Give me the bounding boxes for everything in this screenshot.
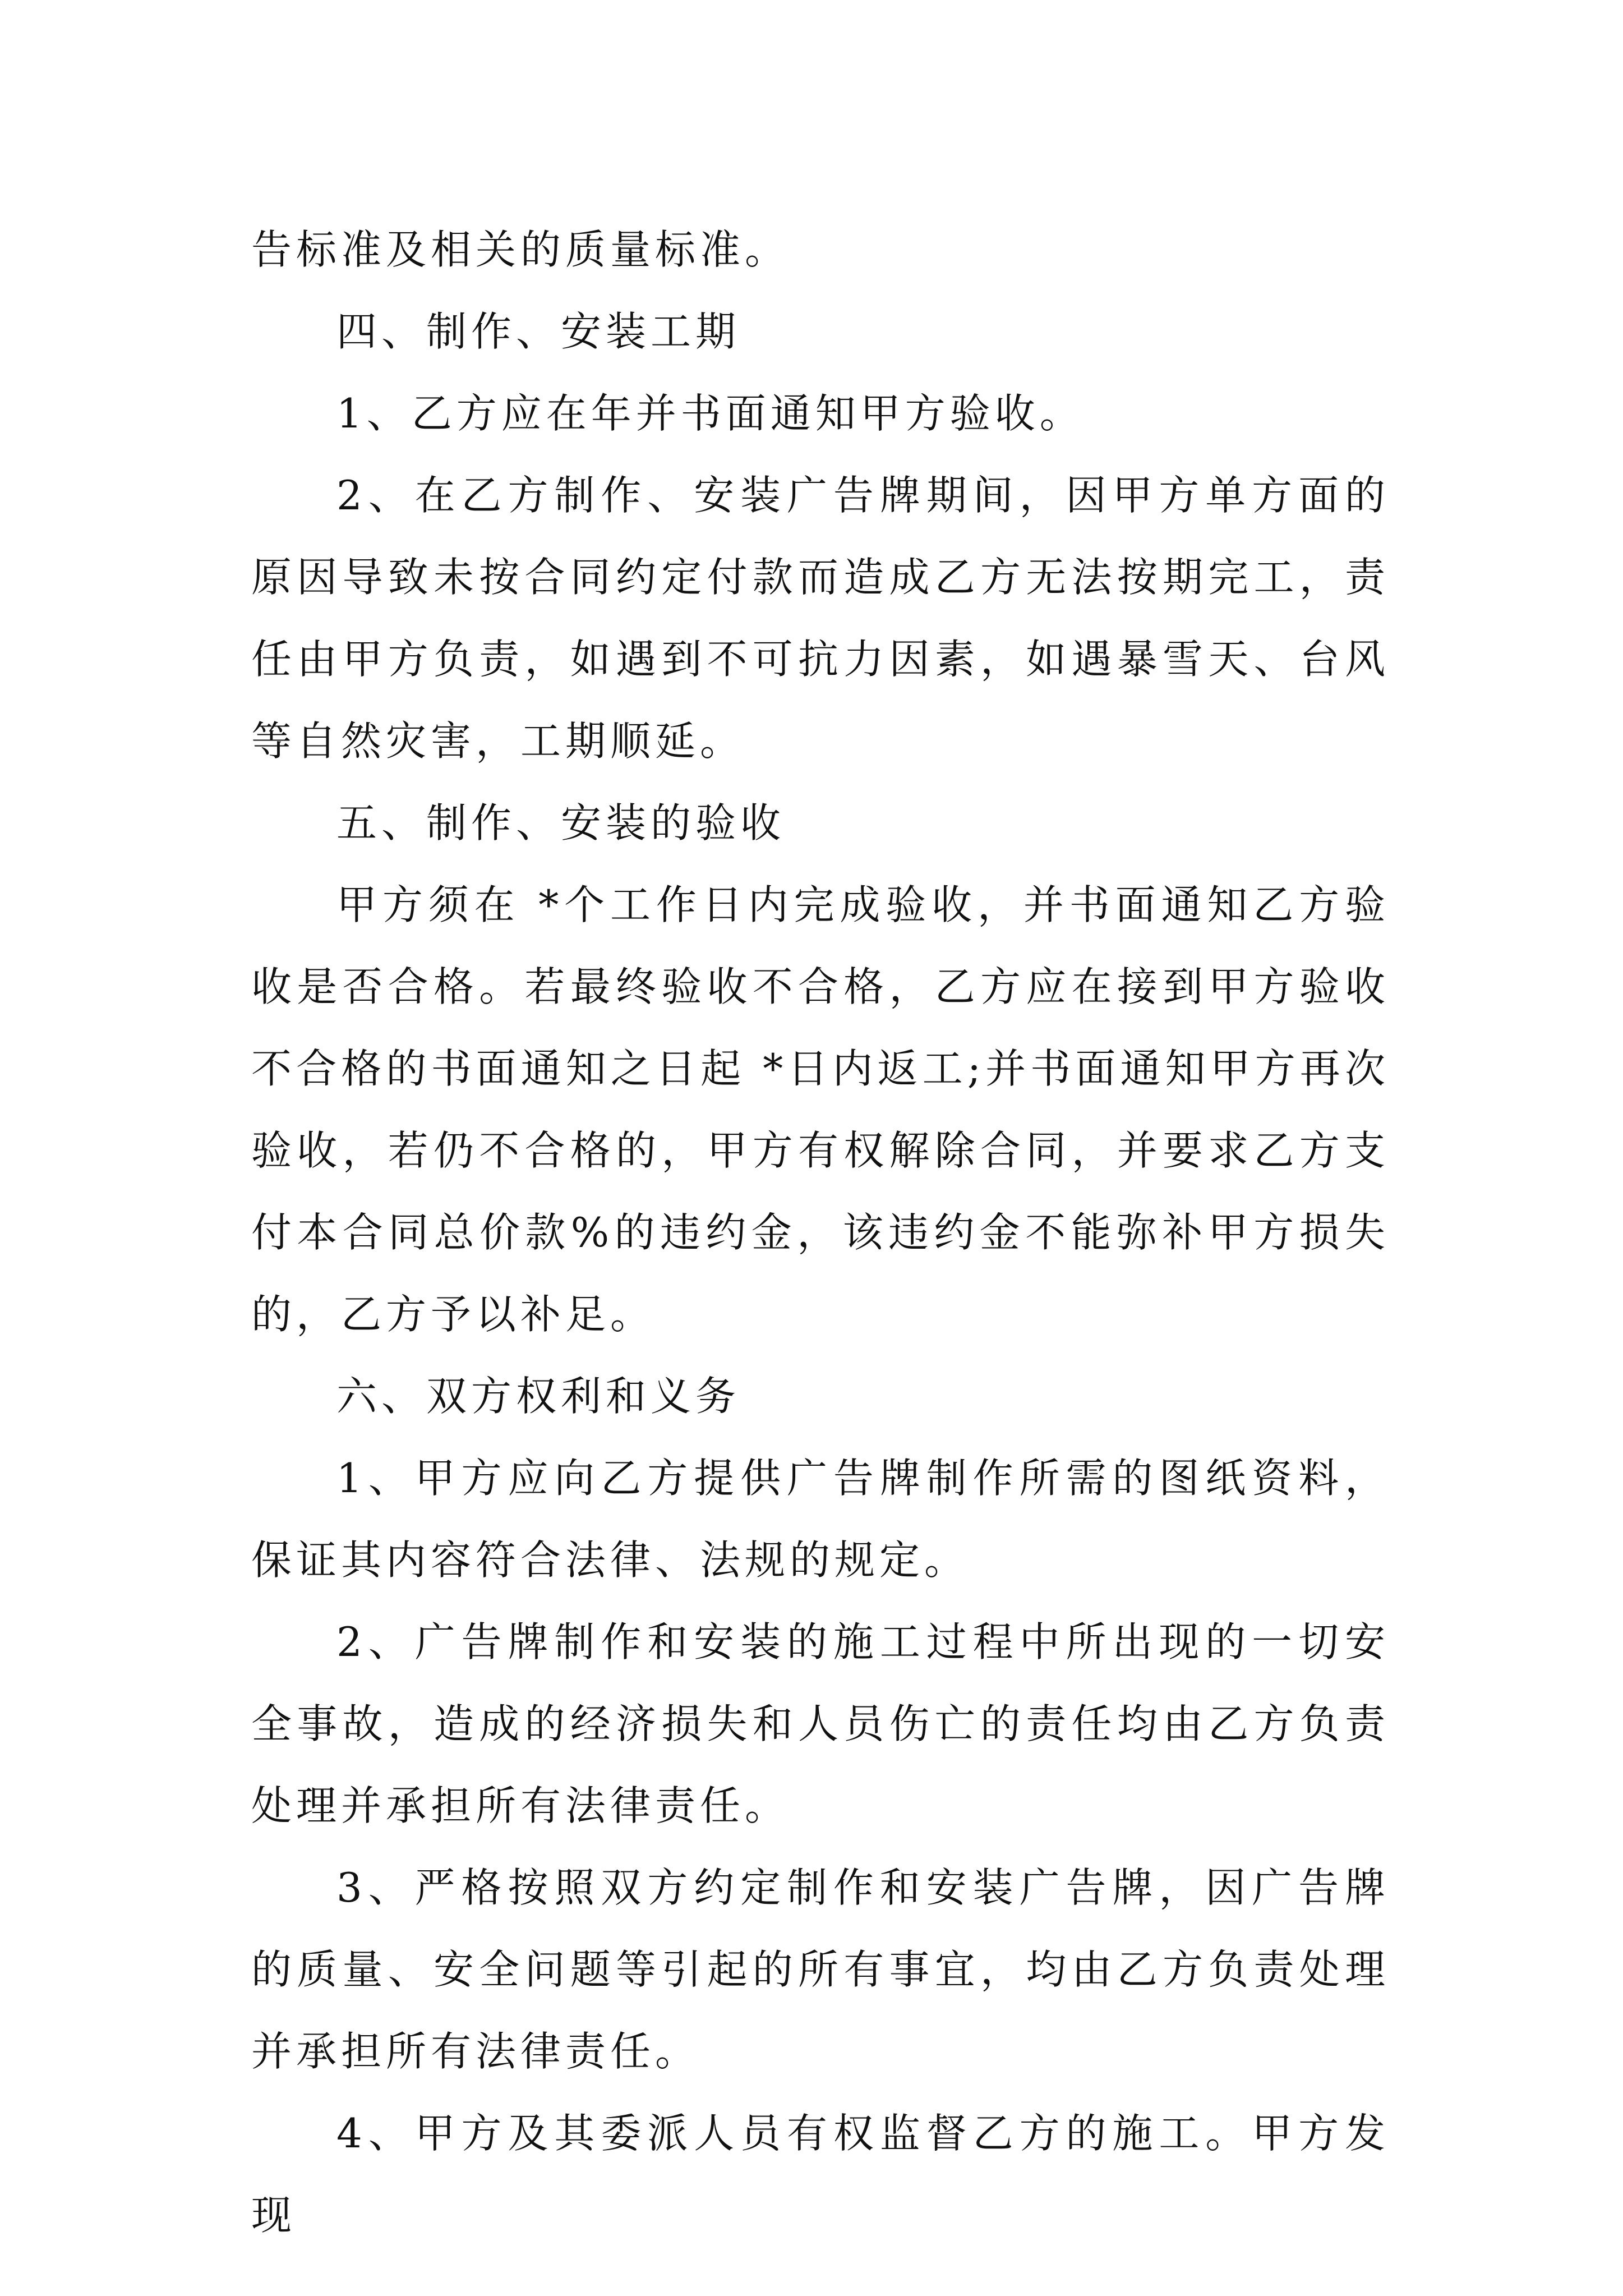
paragraph-6-4: 4、甲方及其委派人员有权监督乙方的施工。甲方发现 (251, 2110, 1390, 2239)
section-heading-4: 四、制作、安装工期 (336, 308, 741, 355)
paragraph-4-2: 2、在乙方制作、安装广告牌期间，因甲方单方面的原因导致未按合同约定付款而造成乙方无法按期完工，责任由甲方负责，如遇到不可抗力因素，如遇暴雪天、台风等自然灾害，工期顺延。 (251, 472, 1390, 765)
document-body (251, 209, 1390, 2256)
section-heading-6: 六、双方权利和义务 (336, 1373, 741, 1420)
paragraph-continuation: 告标准及相关的质量标准。 (251, 226, 790, 273)
section-heading-5: 五、制作、安装的验收 (336, 799, 786, 846)
paragraph-4-1: 1、乙方应在年并书面通知甲方验收。 (336, 390, 1085, 437)
paragraph-6-2: 2、广告牌制作和安装的施工过程中所出现的一切安全事故，造成的经济损失和人员伤亡的责任均由乙方负责处理并承担所有法律责任。 (251, 1618, 1390, 1829)
paragraph-6-3: 3、严格按照双方约定制作和安装广告牌，因广告牌的质量、安全问题等引起的所有事宜，均由乙方负责处理并承担所有法律责任。 (251, 1864, 1390, 2075)
paragraph-6-1: 1、甲方应向乙方提供广告牌制作所需的图纸资料，保证其内容符合法律、法规的规定。 (251, 1455, 1390, 1584)
paragraph-5-1: 甲方须在 *个工作日内完成验收，并书面通知乙方验收是否合格。若最终验收不合格，乙方应在接到甲方验收不合格的书面通知之日起 *日内返工;并书面通知甲方再次验收，若仍不合格的，甲方有权解除合同，并要求乙方支付本合同总价款%的违约金，该违约金不能弥补甲方损失的，乙方予以补足。 (251, 881, 1390, 1338)
